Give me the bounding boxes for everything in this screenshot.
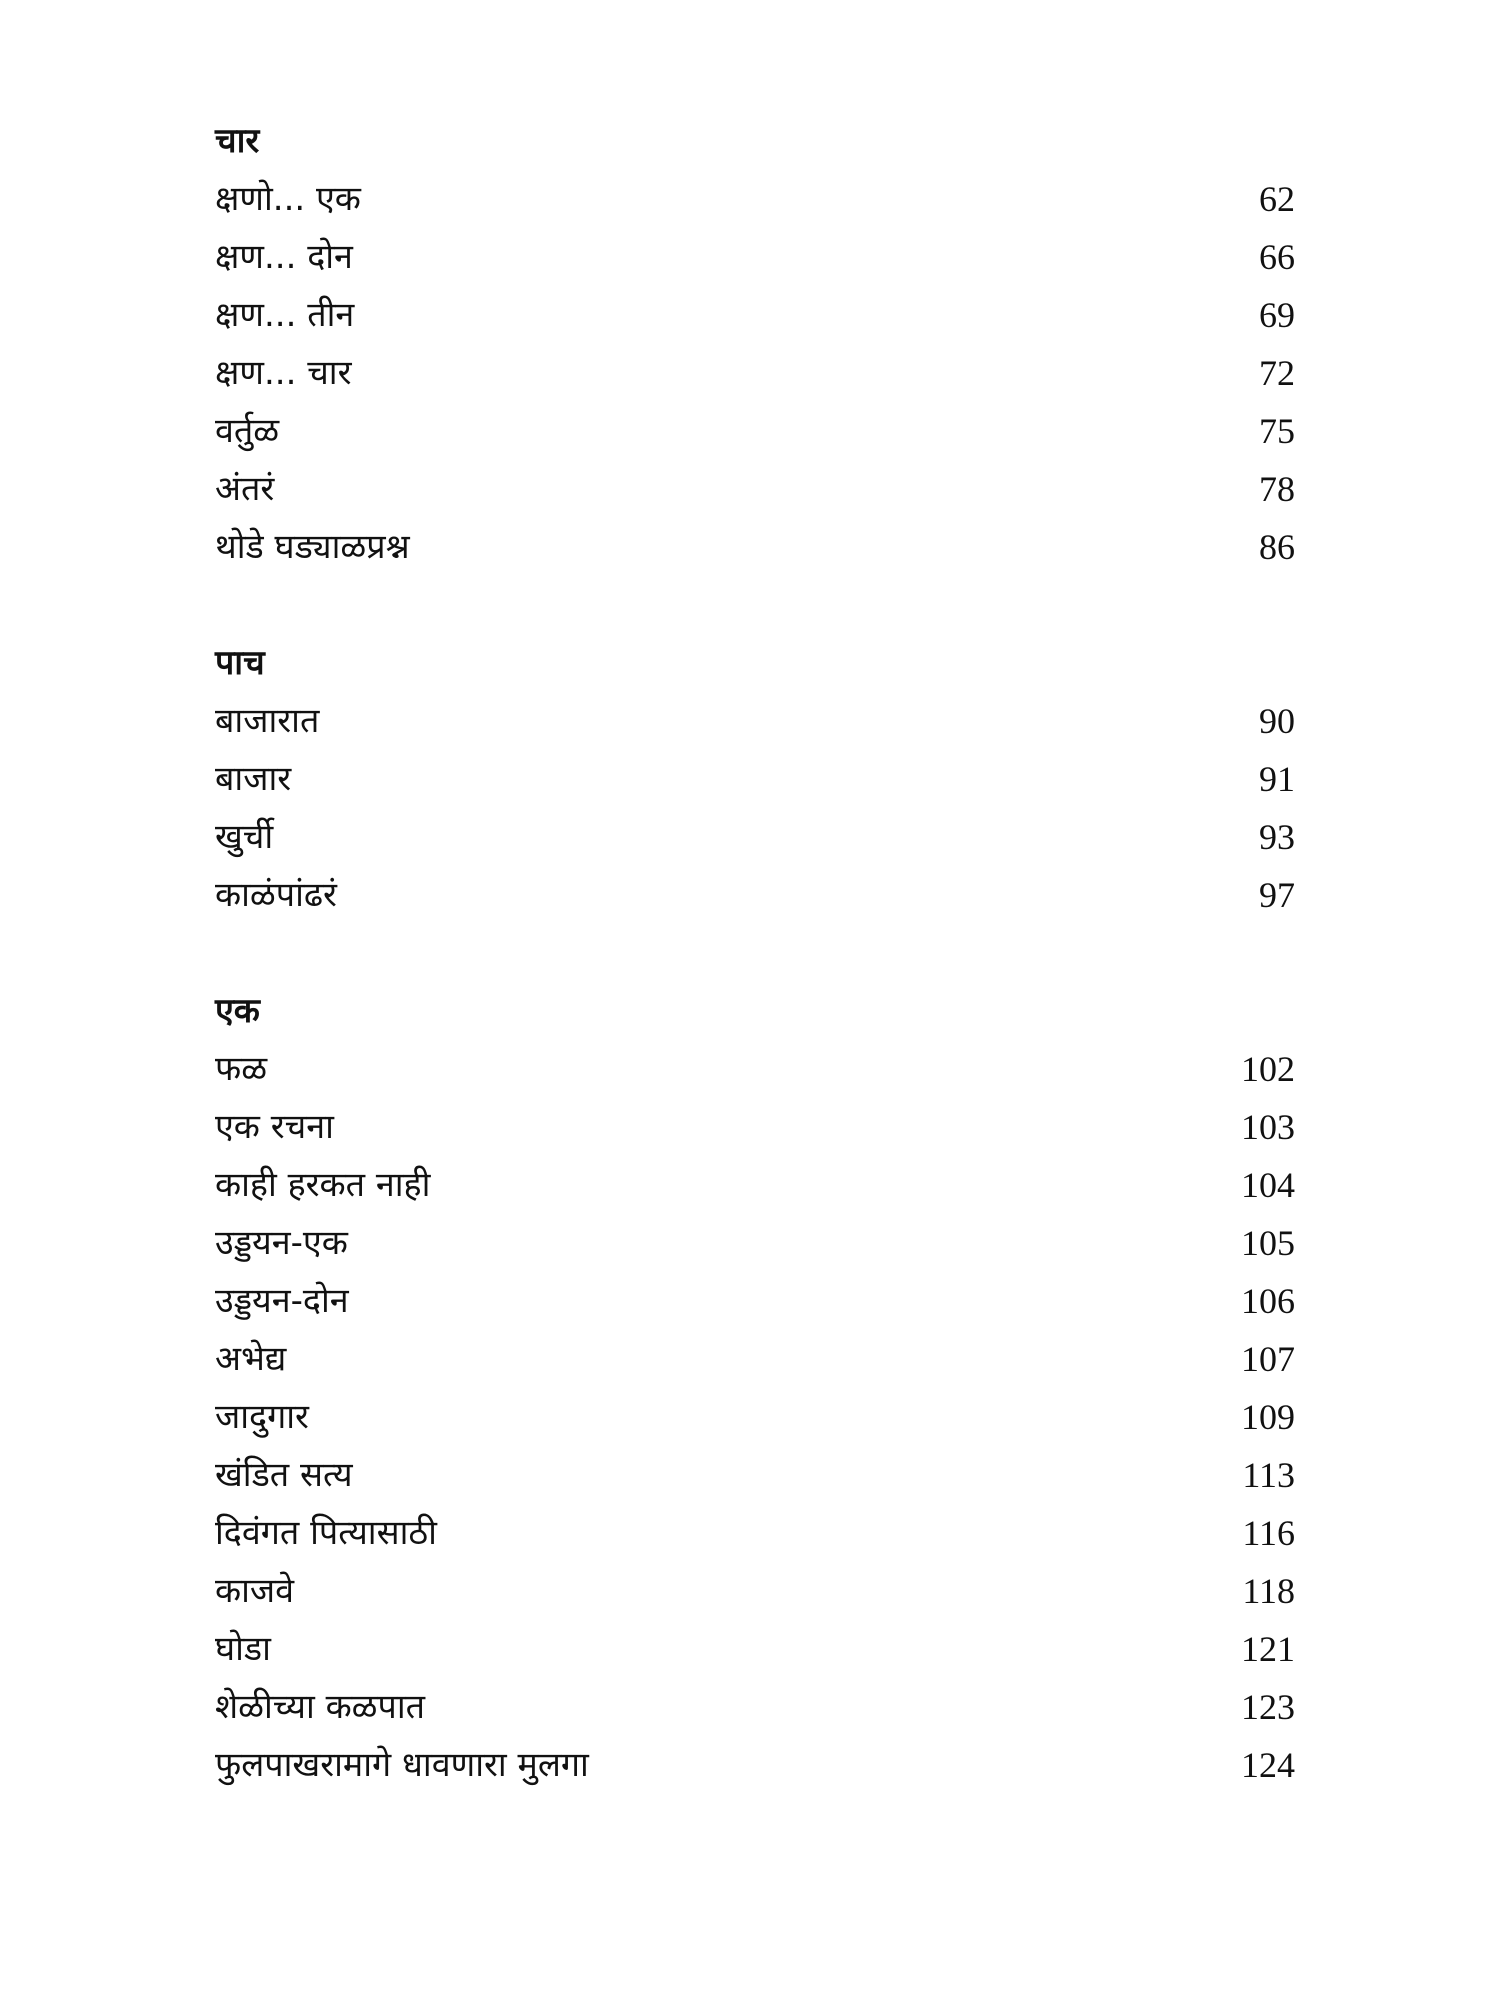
entry-title: क्षण... चार — [215, 353, 352, 393]
section-pach — [215, 634, 1295, 924]
toc-entry — [215, 1388, 1295, 1446]
toc-entry — [215, 1504, 1295, 1562]
entry-page-number: 102 — [1241, 1049, 1295, 1089]
entry-page-number: 97 — [1259, 875, 1295, 915]
entry-page-number: 91 — [1259, 759, 1295, 799]
entry-title: फळ — [215, 1049, 268, 1089]
toc-entry — [215, 808, 1295, 866]
entry-page-number: 86 — [1259, 527, 1295, 567]
toc-entry — [215, 170, 1295, 228]
entry-title: उड्डयन-दोन — [215, 1281, 349, 1321]
section-char — [215, 112, 1295, 576]
entry-page-number: 107 — [1241, 1339, 1295, 1379]
entry-title: खुर्ची — [215, 817, 274, 857]
entry-title: क्षणो... एक — [215, 179, 361, 219]
entry-title: अभेद्य — [215, 1339, 287, 1379]
entry-title: जादुगार — [215, 1397, 309, 1437]
toc-entry — [215, 692, 1295, 750]
entry-page-number: 62 — [1259, 179, 1295, 219]
entry-page-number: 106 — [1241, 1281, 1295, 1321]
entry-title: बाजारात — [215, 701, 320, 741]
entry-page-number: 72 — [1259, 353, 1295, 393]
entry-title: बाजार — [215, 759, 292, 799]
entry-title: फुलपाखरामागे धावणारा मुलगा — [215, 1745, 589, 1785]
entry-page-number: 123 — [1241, 1687, 1295, 1727]
entry-page-number: 90 — [1259, 701, 1295, 741]
section-heading: पाच — [215, 643, 265, 683]
entry-title: काही हरकत नाही — [215, 1165, 431, 1205]
entry-title: दिवंगत पित्यासाठी — [215, 1513, 437, 1553]
entry-title: काळंपांढरं — [215, 875, 337, 915]
entry-page-number: 103 — [1241, 1107, 1295, 1147]
entry-title: खंडित सत्य — [215, 1455, 353, 1495]
toc-entry — [215, 750, 1295, 808]
section-heading: चार — [215, 121, 260, 161]
toc-entry — [215, 1214, 1295, 1272]
entry-page-number: 124 — [1241, 1745, 1295, 1785]
entry-title: क्षण... तीन — [215, 295, 355, 335]
toc-entry — [215, 1678, 1295, 1736]
toc-entry — [215, 344, 1295, 402]
entry-title: उड्डयन-एक — [215, 1223, 348, 1263]
section-heading: एक — [215, 991, 260, 1031]
entry-page-number: 105 — [1241, 1223, 1295, 1263]
entry-page-number: 75 — [1259, 411, 1295, 451]
toc-entry — [215, 518, 1295, 576]
entry-page-number: 66 — [1259, 237, 1295, 277]
entry-title: वर्तुळ — [215, 411, 280, 451]
toc-entry — [215, 1040, 1295, 1098]
entry-page-number: 93 — [1259, 817, 1295, 857]
entry-page-number: 113 — [1242, 1455, 1295, 1495]
entry-title: घोडा — [215, 1629, 271, 1669]
entry-page-number: 104 — [1241, 1165, 1295, 1205]
toc-entry — [215, 1156, 1295, 1214]
toc-entry — [215, 402, 1295, 460]
entry-page-number: 78 — [1259, 469, 1295, 509]
entry-page-number: 116 — [1242, 1513, 1295, 1553]
entry-title: एक रचना — [215, 1107, 334, 1147]
toc-entry — [215, 286, 1295, 344]
entry-title: अंतरं — [215, 469, 275, 509]
toc-entry — [215, 1330, 1295, 1388]
entry-title: क्षण... दोन — [215, 237, 353, 277]
table-of-contents — [215, 112, 1295, 1852]
toc-entry — [215, 1562, 1295, 1620]
toc-entry — [215, 1098, 1295, 1156]
toc-entry — [215, 1272, 1295, 1330]
toc-entry — [215, 1446, 1295, 1504]
entry-title: थोडे घड्याळप्रश्न — [215, 527, 410, 567]
entry-page-number: 69 — [1259, 295, 1295, 335]
section-ek — [215, 982, 1295, 1794]
entry-title: काजवे — [215, 1571, 295, 1611]
toc-entry — [215, 228, 1295, 286]
toc-entry — [215, 460, 1295, 518]
entry-page-number: 109 — [1241, 1397, 1295, 1437]
entry-page-number: 121 — [1241, 1629, 1295, 1669]
toc-entry — [215, 866, 1295, 924]
toc-entry — [215, 1620, 1295, 1678]
entry-title: शेळीच्या कळपात — [215, 1687, 426, 1727]
toc-entry — [215, 1736, 1295, 1794]
entry-page-number: 118 — [1242, 1571, 1295, 1611]
